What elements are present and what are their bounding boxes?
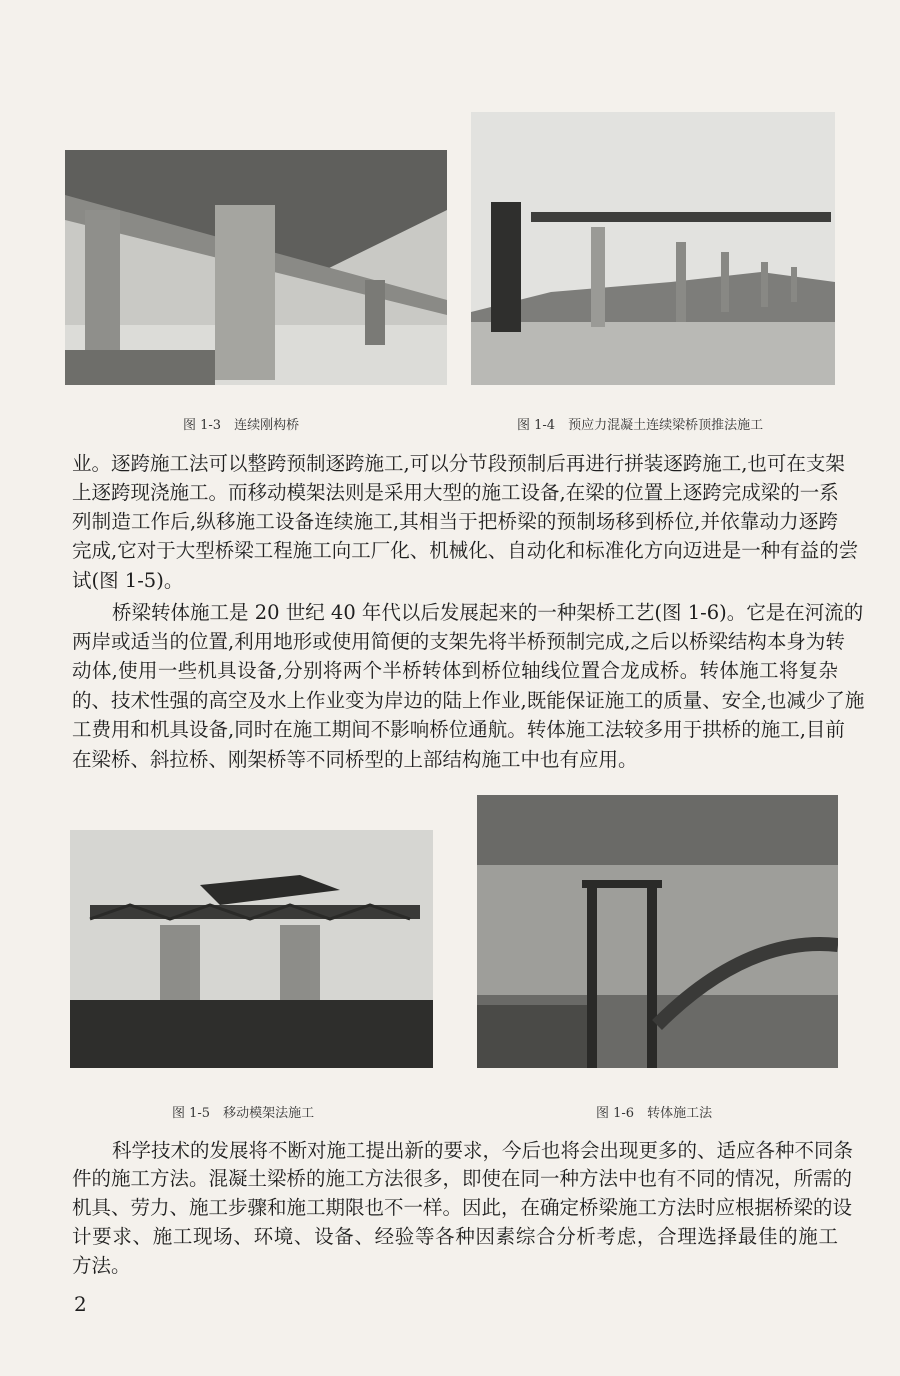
text-line: 机具、劳力、施工步骤和施工期限也不一样。因此，在确定桥梁施工方法时应根据桥梁的设	[72, 1196, 853, 1219]
text-line: 动体,使用一些机具设备,分别将两个半桥转体到桥位轴线位置合龙成桥。转体施工将复杂	[72, 659, 838, 682]
text-line: 业。逐跨施工法可以整跨预制逐跨施工,可以分节段预制后再进行拼装逐跨施工,也可在支架	[72, 452, 845, 475]
text-line: 的、技术性强的高空及水上作业变为岸边的陆上作业,既能保证施工的质量、安全,也减少了施	[72, 689, 865, 712]
text-line: 列制造工作后,纵移施工设备连续施工,其相当于把桥梁的预制场移到桥位,并依靠动力逐跨	[72, 510, 838, 533]
figure-1-6-caption: 图 1-6 转体施工法	[596, 1106, 713, 1121]
text-line: 上逐跨现浇施工。而移动模架法则是采用大型的施工设备,在梁的位置上逐跨完成梁的一系	[72, 481, 839, 504]
text-line: 工费用和机具设备,同时在施工期间不影响桥位通航。转体施工法较多用于拱桥的施工,目前	[72, 718, 845, 741]
text-line: 桥梁转体施工是 20 世纪 40 年代以后发展起来的一种架桥工艺(图 1-6)。它是在河流的	[112, 601, 864, 624]
text-line: 试(图 1-5)。	[72, 569, 184, 592]
page-number: 2	[74, 1292, 87, 1316]
text-line: 方法。	[72, 1254, 131, 1277]
text-line: 完成,它对于大型桥梁工程施工向工厂化、机械化、自动化和标准化方向迈进是一种有益的尝	[72, 539, 859, 562]
figure-1-4-photo	[471, 112, 835, 385]
figure-1-4-caption: 图 1-4 预应力混凝土连续梁桥顶推法施工	[517, 418, 764, 433]
text-line: 科学技术的发展将不断对施工提出新的要求，今后也将会出现更多的、适应各种不同条	[112, 1139, 854, 1162]
figure-1-6-photo	[477, 795, 838, 1068]
text-line: 件的施工方法。混凝土梁桥的施工方法很多，即使在同一种方法中也有不同的情况，所需的	[72, 1167, 853, 1190]
figure-1-5-caption: 图 1-5 移动模架法施工	[172, 1106, 315, 1121]
figure-1-3-photo	[65, 150, 447, 385]
text-line: 两岸或适当的位置,利用地形或使用简便的支架先将半桥预制完成,之后以桥梁结构本身为转	[72, 630, 845, 653]
figure-1-3-caption: 图 1-3 连续刚构桥	[183, 418, 300, 433]
text-line: 在梁桥、斜拉桥、刚架桥等不同桥型的上部结构施工中也有应用。	[72, 748, 638, 771]
figure-1-5-photo	[70, 830, 433, 1068]
text-line: 计要求、施工现场、环境、设备、经验等各种因素综合分析考虑，合理选择最佳的施工	[72, 1225, 838, 1248]
